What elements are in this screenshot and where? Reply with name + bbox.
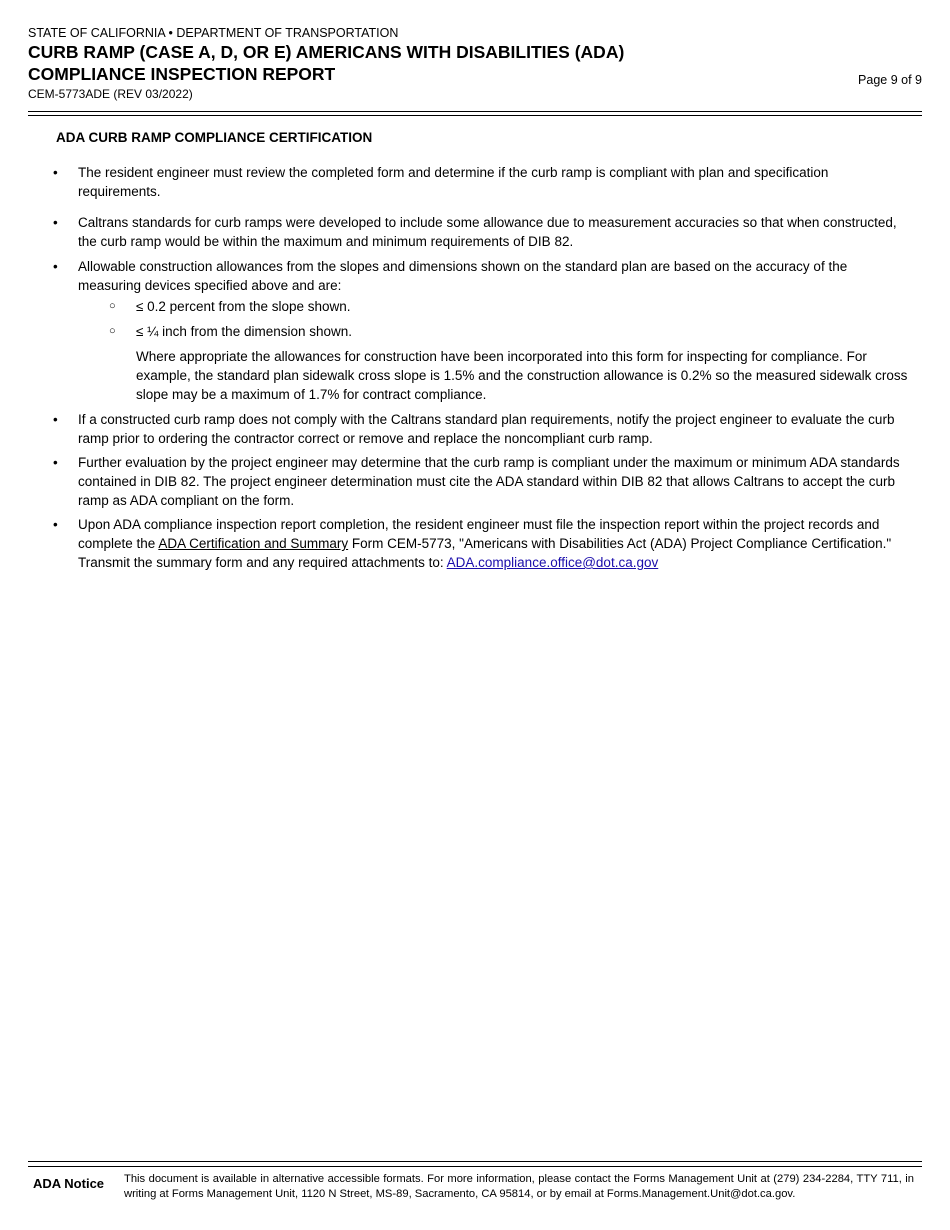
sub-bullet-marker: ○ bbox=[109, 325, 116, 337]
list-item bbox=[28, 515, 908, 572]
list-item bbox=[28, 410, 908, 448]
sub-bullet-marker: ○ bbox=[109, 300, 116, 312]
bullet-list bbox=[28, 163, 908, 572]
form-title-line-1: CURB RAMP (CASE A, D, OR E) AMERICANS WITH DISABILITIES (ADA) bbox=[28, 42, 625, 62]
ada-notice-label: ADA Notice bbox=[33, 1176, 105, 1191]
header-rule-top bbox=[28, 111, 922, 112]
list-item bbox=[28, 453, 908, 510]
sub-list-item bbox=[28, 297, 908, 316]
list-item-text: Allowable construction allowances from the slopes and dimensions shown on the standard plan are based on the accuracy of the measuring devices specified above and are: bbox=[78, 259, 848, 293]
list-item bbox=[28, 163, 908, 201]
sub-list-item-text: ≤ 0.2 percent from the slope shown. bbox=[136, 299, 351, 314]
header-rule-bottom bbox=[28, 115, 922, 116]
list-item-text-part-2: Form CEM-5773, "Americans with Disabilities Act (ADA) Project Compliance Certification." Transmit the summary form and any required attachments to: bbox=[78, 536, 892, 570]
list-item-text: If a constructed curb ramp does not comply with the Caltrans standard plan requirements, notify the project engineer to evaluate the curb ramp prior to ordering the contractor correct or remove and replace the noncompliant curb ramp. bbox=[78, 412, 895, 446]
footer-rule-bottom bbox=[28, 1166, 922, 1167]
list-item-text-part-1: Upon ADA compliance inspection report completion, the resident engineer must file the inspection report within the project records and complete the bbox=[78, 517, 880, 551]
list-item-text: The resident engineer must review the completed form and determine if the curb ramp is compliant with plan and specification requirements. bbox=[78, 165, 829, 199]
form-title-line-2: COMPLIANCE INSPECTION REPORT bbox=[28, 64, 336, 84]
section-title: ADA CURB RAMP COMPLIANCE CERTIFICATION bbox=[56, 130, 373, 145]
sub-list-item-text: ≤ ¼ inch from the dimension shown. bbox=[136, 324, 353, 339]
list-item bbox=[28, 213, 908, 251]
allowance-note: Where appropriate the allowances for construction have been incorporated into this form for inspecting for compliance. For example, the standard plan sidewalk cross slope is 1.5% and the construction allowance is 0.2% so the measured sidewalk cross slope may be a maximum of 1.7% for contract compliance. bbox=[136, 349, 908, 402]
form-id: CEM-5773ADE (REV 03/2022) bbox=[28, 87, 193, 101]
bullet-marker: • bbox=[53, 165, 58, 180]
compliance-email-link[interactable]: ADA.compliance.office@dot.ca.gov bbox=[446, 555, 659, 570]
bullet-marker: • bbox=[53, 215, 58, 230]
certification-form-name: ADA Certification and Summary bbox=[158, 536, 349, 551]
bullet-marker: • bbox=[53, 412, 58, 427]
form-header bbox=[28, 26, 922, 102]
footer-rule-top bbox=[28, 1161, 922, 1162]
sub-list-item bbox=[28, 322, 908, 341]
bullet-marker: • bbox=[53, 455, 58, 470]
page-number: Page 9 of 9 bbox=[858, 73, 922, 87]
bullet-marker: • bbox=[53, 517, 58, 532]
list-item-text: Caltrans standards for curb ramps were developed to include some allowance due to measurement accuracies so that when constructed, the curb ramp would be within the maximum and minimum requirements of DIB 82. bbox=[78, 215, 897, 249]
ada-notice-text: This document is available in alternative accessible formats. For more information, please contact the Forms Management Unit at (279) 234-2284, TTY 711, in writing at Forms Management Unit, 1120 N Street, MS-89, Sacramento, CA 95814, or by email at Forms.Management.Unit@dot.ca.gov. bbox=[124, 1173, 914, 1200]
bullet-marker: • bbox=[53, 259, 58, 274]
list-item-text: Further evaluation by the project engineer may determine that the curb ramp is compliant under the maximum or minimum ADA standards contained in DIB 82. The project engineer determination must cite the ADA standard within DIB 82 that allows Caltrans to accept the curb ramp as ADA compliant on the form. bbox=[78, 455, 900, 508]
list-item bbox=[28, 257, 908, 295]
agency-line: STATE OF CALIFORNIA • DEPARTMENT OF TRANSPORTATION bbox=[28, 26, 399, 40]
